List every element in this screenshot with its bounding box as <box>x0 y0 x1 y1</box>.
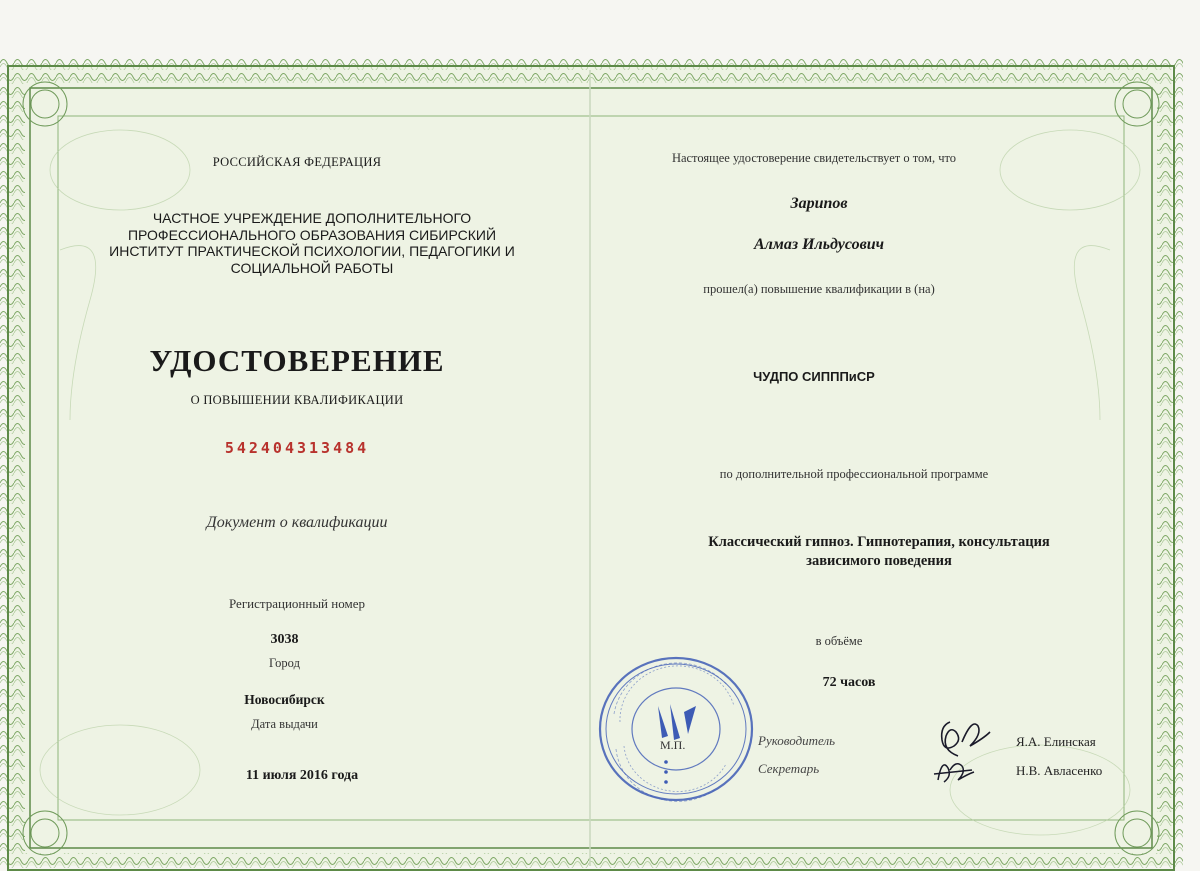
left-page <box>8 66 586 866</box>
intro-text: Настоящее удостоверение свидетельствует о том, что <box>671 151 957 165</box>
city-value: Новосибирск <box>244 692 325 707</box>
stamp-place-label: М.П. <box>660 738 686 752</box>
head-name: Я.А. Елинская <box>1016 734 1096 749</box>
hours-value: 72 часов <box>822 675 876 690</box>
secretary-role: Секретарь <box>758 761 820 776</box>
organization-name <box>93 210 531 276</box>
city-label: Город <box>269 656 300 670</box>
passed-text: прошел(а) повышение квалификации в (на) <box>703 282 935 296</box>
org-line: ЧАСТНОЕ УЧРЕЖДЕНИЕ ДОПОЛНИТЕЛЬНОГО <box>152 210 472 226</box>
holder-surname: Зарипов <box>790 195 848 212</box>
qualification-doc-label: Документ о квалификации <box>206 514 388 531</box>
program-line: Классический гипноз. Гипнотерапия, консультация <box>708 534 1050 550</box>
serial-number: 542404313484 <box>224 439 370 457</box>
org-line: СОЦИАЛЬНОЙ РАБОТЫ <box>230 259 394 276</box>
official-stamp <box>596 654 756 804</box>
document-subtitle: О ПОВЫШЕНИИ КВАЛИФИКАЦИИ <box>190 393 404 407</box>
program-name <box>646 533 1112 571</box>
org-line: ИНСТИТУТ ПРАКТИЧЕСКОЙ ПСИХОЛОГИИ, ПЕДАГОГИКИ И <box>109 243 515 259</box>
country-label: РОССИЙСКАЯ ФЕДЕРАЦИЯ <box>212 155 382 169</box>
registration-number: 3038 <box>270 632 299 647</box>
document-title: УДОСТОВЕРЕНИЕ <box>149 343 445 378</box>
program-label: по дополнительной профессиональной программе <box>719 467 989 481</box>
holder-given-names: Алмаз Ильдусович <box>753 236 885 253</box>
secretary-name: Н.В. Авласенко <box>1016 763 1103 778</box>
registration-label: Регистрационный номер <box>229 596 365 611</box>
program-line: зависимого поведения <box>806 553 952 569</box>
issue-date: 11 июля 2016 года <box>245 768 359 783</box>
volume-label: в объёме <box>815 634 863 648</box>
head-role: Руководитель <box>758 733 836 748</box>
institution-abbr: ЧУДПО СИПППиСР <box>753 369 875 384</box>
issue-date-label: Дата выдачи <box>251 717 318 731</box>
org-line: ПРОФЕССИОНАЛЬНОГО ОБРАЗОВАНИЯ СИБИРСКИЙ <box>127 226 497 243</box>
secretary-signature <box>928 750 978 790</box>
